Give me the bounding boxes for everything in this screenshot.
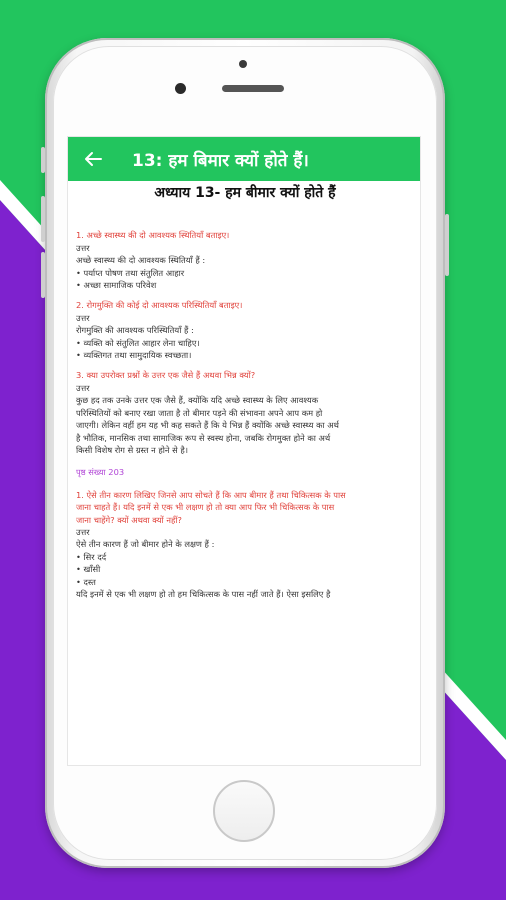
answer-line: रोगमुक्ति की आवश्यक परिस्थितियाँ हैं : <box>76 325 194 336</box>
earpiece-speaker <box>222 85 284 92</box>
question-text: जाना चाहते हैं। यदि इनमें से एक भी लक्षण हो तो क्या आप फिर भी चिकित्सक के पास <box>76 502 335 513</box>
question-text: 3. क्या उपरोक्त प्रश्नों के उत्तर एक जैसे हैं अथवा भिन्न क्यों? <box>76 370 256 381</box>
chapter-content <box>76 181 414 765</box>
question-text: 1. अच्छे स्वास्थ्य की दो आवश्यक स्थितियाँ बताइए। <box>76 230 230 241</box>
answer-line: परिस्थितियों को बनाए रखा जाता है तो बीमार पड़ने की संभावना अपने आप कम हो <box>76 407 323 418</box>
answer-line: यदि इनमें से एक भी लक्षण हो तो हम चिकित्सक के पास नहीं जाते हैं। ऐसा इसलिए है <box>76 588 331 599</box>
front-camera <box>175 83 186 94</box>
question-text: 2. रोगमुक्ति की कोई दो आवश्यक परिस्थितियाँ बताइए। <box>76 300 243 311</box>
page-number-label: पृष्ठ संख्या 203 <box>76 467 125 478</box>
volume-down-button <box>41 252 45 298</box>
qa-block <box>76 489 414 601</box>
answer-line: • दस्त <box>76 576 96 587</box>
answer-label: उत्तर <box>76 242 90 253</box>
qa-block <box>76 299 414 361</box>
qa-block <box>76 229 414 291</box>
answer-label: उत्तर <box>76 312 90 323</box>
answer-line: जाएगी। लेकिन वहीं हम यह भी कह सकते हैं कि ये भिन्न हैं क्योंकि अच्छे स्वास्थ्य का अर्थ <box>76 420 339 431</box>
answer-line: अच्छे स्वास्थ्य की दो आवश्यक स्थितियाँ हैं : <box>76 255 206 266</box>
answer-line: • व्यक्ति को संतुलित आहार लेना चाहिए। <box>76 337 200 348</box>
answer-line: • सिर दर्द <box>76 551 107 562</box>
qa-block <box>76 369 414 456</box>
app-screen <box>67 136 421 766</box>
answer-line: • खाँसी <box>76 564 101 575</box>
answer-label: उत्तर <box>76 382 90 393</box>
answer-line: ऐसे तीन कारण हैं जो बीमार होने के लक्षण हैं : <box>76 539 215 550</box>
app-bar <box>68 137 420 181</box>
page-title: 13: हम बिमार क्यों होते हैं। <box>132 150 309 171</box>
volume-up-button <box>41 196 45 242</box>
arrow-back-icon <box>84 151 102 167</box>
back-button[interactable] <box>68 137 118 181</box>
answer-line: किसी विशेष रोग से ग्रस्त न होने से है। <box>76 444 188 455</box>
question-text: जाना चाहेंगे? क्यों अथवा क्यों नहीं? <box>76 514 182 525</box>
answer-line: है भौतिक, मानसिक तथा सामाजिक रूप से स्वस्थ होना, जबकि रोगमुक्त होने का अर्थ <box>76 432 331 443</box>
answer-label: उत्तर <box>76 526 90 537</box>
home-button[interactable] <box>213 780 275 842</box>
chapter-heading: अध्याय 13- हम बीमार क्यों होते हैं <box>154 185 336 201</box>
power-button <box>445 214 449 276</box>
answer-line: • अच्छा सामाजिक परिवेश <box>76 280 157 291</box>
answer-line: • पर्याप्त पोषण तथा संतुलित आहार <box>76 267 185 278</box>
answer-line: कुछ हद तक उनके उत्तर एक जैसे हैं, क्योंकि यदि अच्छे स्वास्थ्य के लिए आवश्यक <box>76 395 319 406</box>
question-text: 1. ऐसे तीन कारण लिखिए जिनसे आप सोचते हैं कि आप बीमार हैं तथा चिकित्सक के पास <box>76 489 346 500</box>
proximity-sensor <box>239 60 247 68</box>
mute-switch <box>41 147 45 173</box>
answer-line: • व्यक्तिगत तथा सामुदायिक स्वच्छता। <box>76 350 192 361</box>
